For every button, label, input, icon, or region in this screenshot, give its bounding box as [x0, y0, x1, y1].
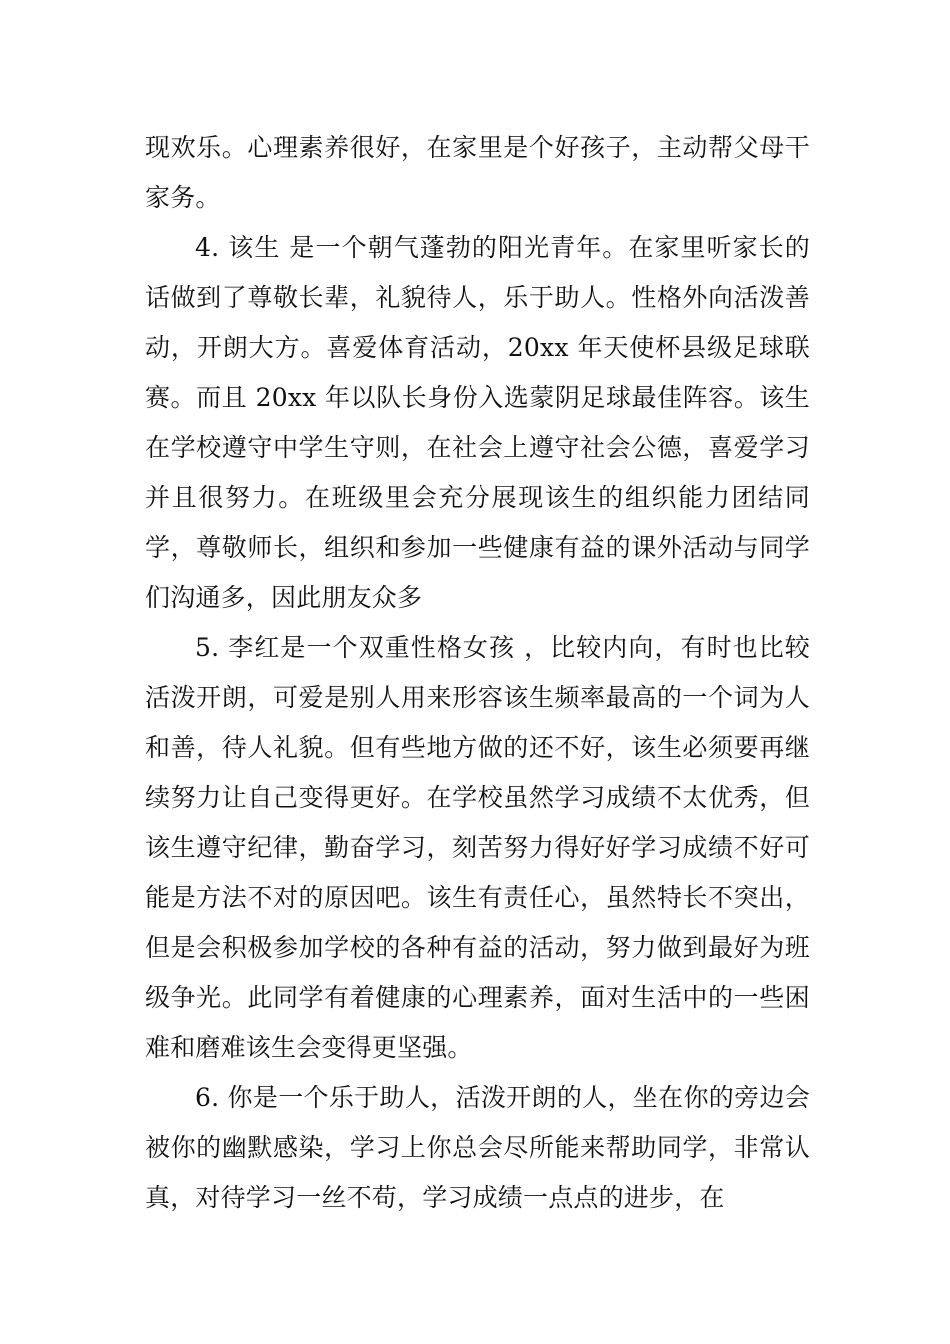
paragraph-item-4: 4. 该生 是一个朝气蓬勃的阳光青年。在家里听家长的话做到了尊敬长辈，礼貌待人，乐于助人。性格外向活泼善动，开朗大方。喜爱体育活动，20xx 年天使杯县级足球联赛。而且 20xx 年以队长身份入选蒙阴足球最佳阵容。该生在学校遵守中学生守则，在社会上遵守社会公德，喜爱学习并且很努力。在班级里会充分展现该生的组织能力团结同学，尊敬师长，组织和参加一些健康有益的课外活动与同学们沟通多，因此朋友众多: [145, 233, 810, 612]
document-body: [145, 123, 810, 1223]
paragraph-item-6: 6. 你是一个乐于助人，活泼开朗的人，坐在你的旁边会被你的幽默感染，学习上你总会尽所能来帮助同学，非常认真，对待学习一丝不苟，学习成绩一点点的进步，在: [145, 1083, 810, 1212]
paragraph-continuation: 现欢乐。心理素养很好，在家里是个好孩子，主动帮父母干家务。: [145, 133, 810, 212]
paragraph-item-5: 5. 李红是一个双重性格女孩 ，比较内向，有时也比较活泼开朗，可爱是别人用来形容该生频率最高的一个词为人和善，待人礼貌。但有些地方做的还不好，该生必须要再继续努力让自己变得更好。在学校虽然学习成绩不太优秀，但该生遵守纪律，勤奋学习，刻苦努力得好好学习成绩不好可能是方法不对的原因吧。该生有责任心，虽然特长不突出，但是会积极参加学校的各种有益的活动，努力做到最好为班级争光。此同学有着健康的心理素养，面对生活中的一些困难和磨难该生会变得更坚强。: [145, 633, 810, 1062]
